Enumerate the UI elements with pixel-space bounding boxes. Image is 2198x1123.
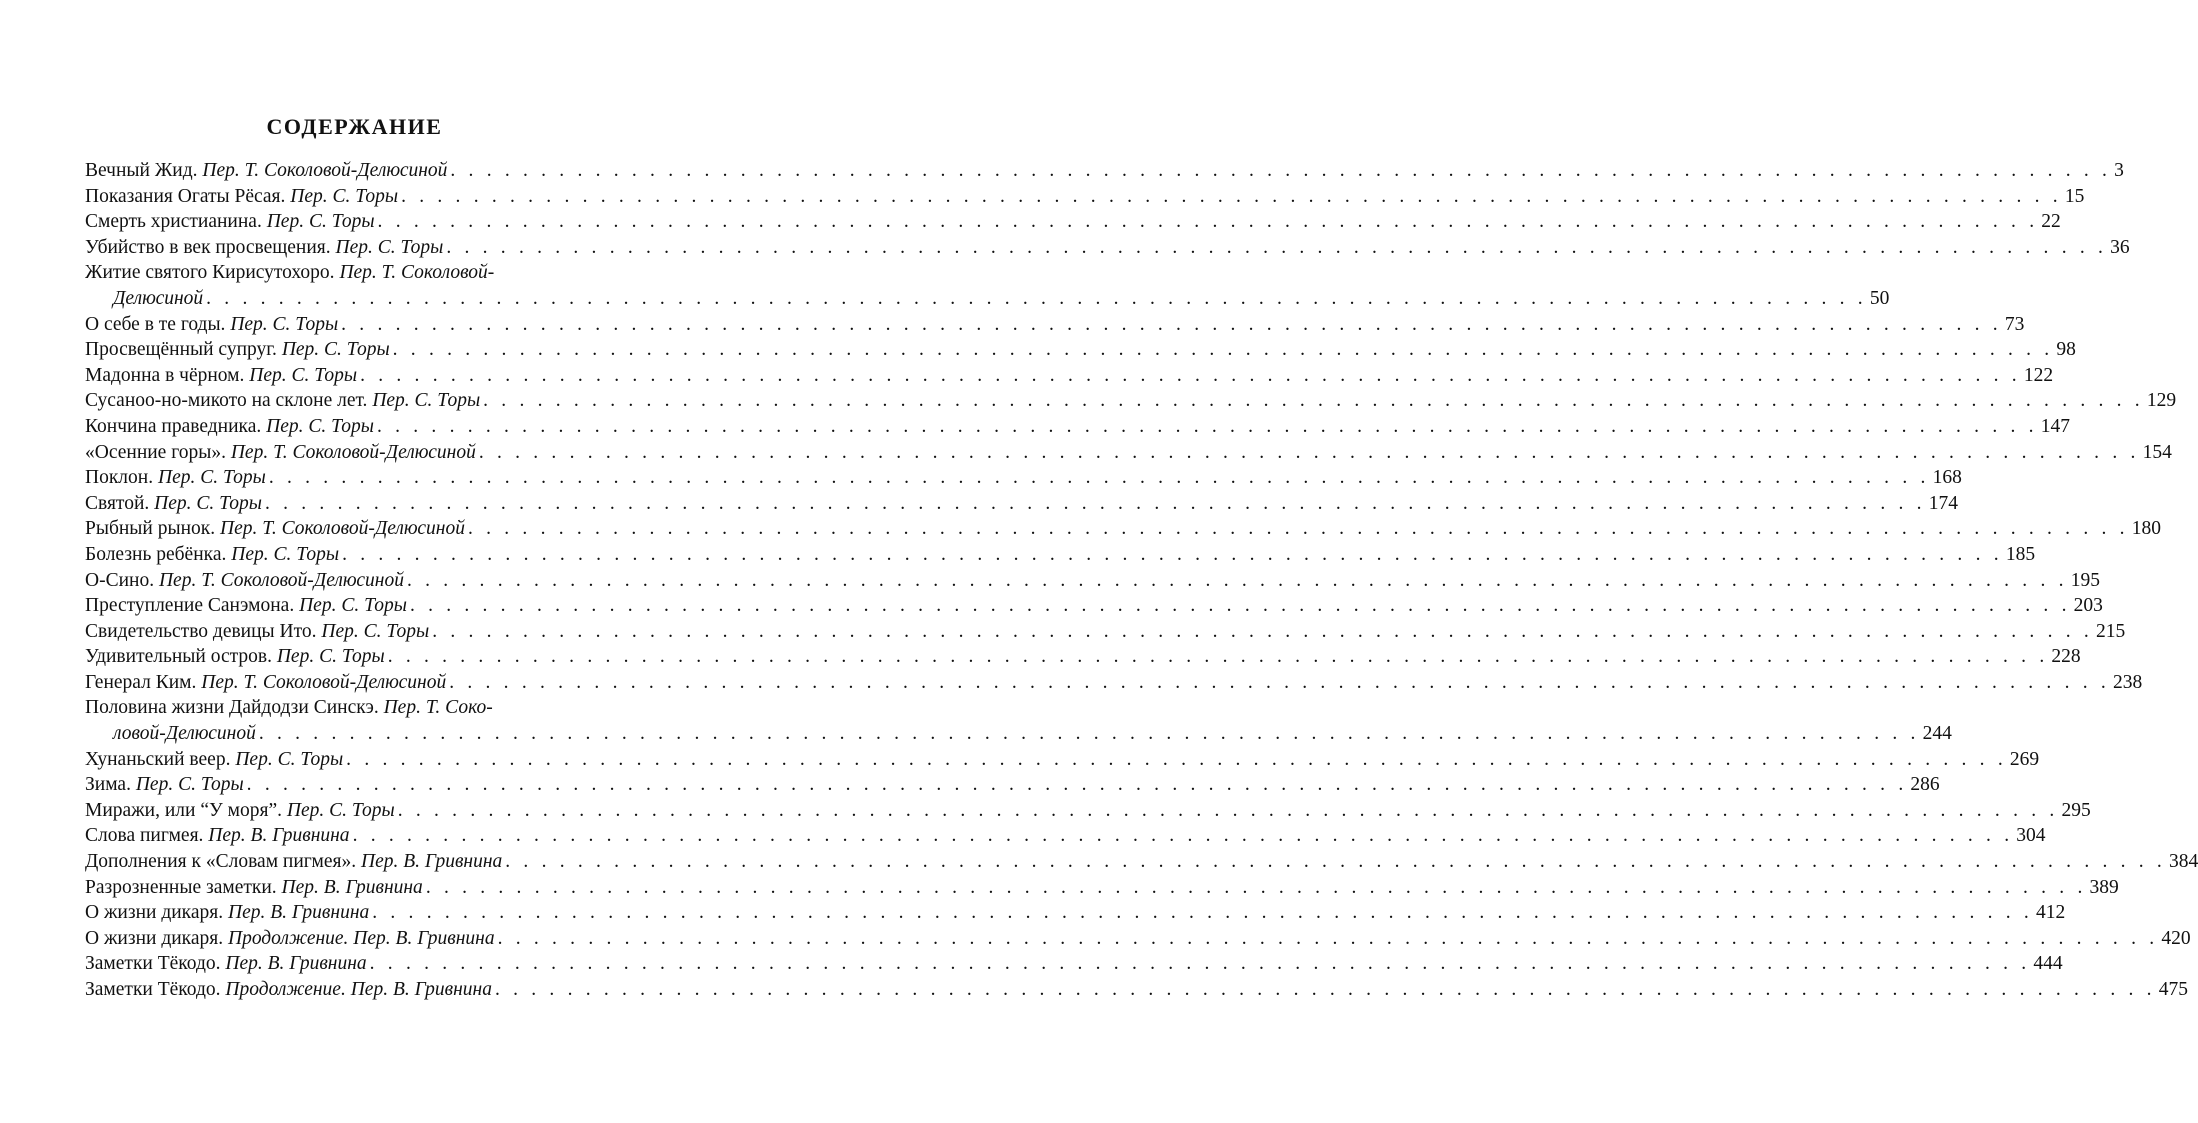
toc-page-number: 238 <box>2112 671 2143 693</box>
toc-entry[interactable] <box>85 772 1940 798</box>
toc-page-number: 36 <box>2110 236 2130 258</box>
toc-entry-title: О жизни дикаря. <box>85 927 224 949</box>
dot-leader <box>342 542 2003 568</box>
toc-page-number: 215 <box>2095 620 2126 642</box>
toc-page-number: 73 <box>2004 313 2025 335</box>
toc-entry-translator: Пер. С. Торы <box>266 415 374 437</box>
toc-entry-title: Поклон. <box>85 467 154 489</box>
page-title: СОДЕРЖАНИЕ <box>266 114 443 139</box>
dot-leader <box>407 568 2068 594</box>
toc-entry-translator: Пер. С. Торы <box>281 339 390 361</box>
toc-page-number: 22 <box>2041 211 2061 233</box>
toc-entry-translator: Пер. С. Торы <box>321 620 430 642</box>
dot-leader <box>393 337 2054 363</box>
toc-entry-translator: Пер. С. Торы <box>231 543 340 565</box>
toc-entry[interactable] <box>85 158 2124 184</box>
toc-entry[interactable] <box>85 593 2103 619</box>
toc-entry-title: Убийство в век просвещения. <box>85 236 331 258</box>
toc-entry-title: Заметки Тёкодо. <box>85 953 221 975</box>
toc-entry[interactable] <box>85 363 2054 389</box>
toc-entry-translator: Пер. С. Торы <box>249 364 358 386</box>
toc-entry-title: Дополнения к «Словам пигмея». <box>85 851 357 873</box>
toc-entry-translator: Пер. Т. Соколовой-Делюсиной <box>202 160 448 181</box>
toc-page-number: 3 <box>2114 160 2124 181</box>
toc-entry-title: Рыбный рынок. <box>85 518 216 540</box>
toc-entry-title: Заметки Тёкодо. <box>85 979 221 1000</box>
dot-leader <box>468 516 2129 542</box>
toc-entry-translator: Пер. С. Торы <box>286 799 395 821</box>
toc-entry[interactable] <box>85 823 2046 849</box>
toc-entry-translator: Пер. В. Гривнина <box>361 851 503 873</box>
toc-page-number: 147 <box>2040 415 2070 437</box>
toc-page-number: 244 <box>1922 723 1952 745</box>
toc-page-number: 129 <box>2146 390 2177 412</box>
toc-page-number: 304 <box>2016 825 2046 847</box>
toc-entry-title: Святой. <box>85 492 150 514</box>
toc-page-number: 50 <box>1869 287 1890 309</box>
toc-entry[interactable] <box>85 516 2161 542</box>
toc-entry[interactable] <box>85 619 2126 645</box>
toc-page-number: 15 <box>2064 185 2085 207</box>
toc-entry-translator: Пер. В. Гривнина <box>208 825 350 847</box>
toc-entry-translator: Пер. Т. Соколовой-Делюсиной <box>201 671 447 693</box>
toc-entry-title: Разрозненные заметки. <box>85 876 277 898</box>
toc-entry-title: Болезнь ребёнка. <box>85 543 227 565</box>
dot-leader <box>495 977 2156 1003</box>
dot-leader <box>372 900 2033 926</box>
toc-entry[interactable] <box>85 542 2036 568</box>
toc-page-number: 180 <box>2131 518 2161 540</box>
dot-leader <box>370 951 2031 977</box>
dot-leader <box>426 875 2087 901</box>
dot-leader <box>432 619 2093 645</box>
toc-entry[interactable] <box>85 440 2172 466</box>
toc-entry-title: Свидетельство девицы Ито. <box>85 620 317 642</box>
dot-leader <box>505 849 2166 875</box>
dot-leader <box>479 440 2140 466</box>
toc-entry-translator: Пер. Т. Соколовой-Делюсиной <box>219 518 465 540</box>
toc-entry-title: Миражи, или “У моря”. <box>85 799 282 821</box>
toc-page-number: 98 <box>2056 339 2076 361</box>
toc-entry-title: Сусаноо-но-микото на склоне лет. <box>85 390 368 412</box>
toc-entry[interactable] <box>85 977 2188 1003</box>
toc-entry[interactable] <box>85 926 2191 952</box>
toc-entry-translator: Пер. Т. Соко- <box>383 697 493 719</box>
dot-leader <box>247 772 1908 798</box>
dot-leader <box>388 644 2049 670</box>
toc-entry-title: Показания Огаты Рёсая. <box>85 185 286 207</box>
toc-page-number: 420 <box>2161 927 2191 949</box>
toc-entry-translator: Пер. С. Торы <box>276 646 385 668</box>
dot-leader <box>498 926 2159 952</box>
toc-entry[interactable] <box>85 875 2119 901</box>
toc-entry[interactable] <box>85 951 2063 977</box>
toc-entry-translator: Пер. В. Гривнина <box>225 953 367 975</box>
toc-entry-translator: Пер. С. Торы <box>266 211 375 233</box>
toc-entry[interactable] <box>85 414 2070 440</box>
toc-page-number: 412 <box>2035 902 2066 924</box>
toc-entry-translator: Продолжение. Пер. В. Гривнина <box>225 979 492 1000</box>
dot-leader <box>346 747 2007 773</box>
toc-page-number: 444 <box>2033 953 2063 975</box>
toc-page-number: 384 <box>2169 851 2198 873</box>
toc-page-number: 389 <box>2089 876 2119 898</box>
dot-leader <box>446 235 2107 261</box>
toc-entry-title: Генерал Ким. <box>85 671 197 693</box>
toc-entry[interactable] <box>85 312 2025 338</box>
toc-entry[interactable] <box>85 670 2143 696</box>
toc-page-number: 269 <box>2009 748 2040 770</box>
toc-entry-title: Вечный Жид. <box>85 160 198 181</box>
toc-entry-translator: Пер. С. Торы <box>335 236 444 258</box>
toc-page-number: 475 <box>2158 979 2188 1000</box>
toc-page-number: 154 <box>2142 441 2172 463</box>
toc-page-number: 185 <box>2005 543 2036 565</box>
dot-leader <box>410 593 2071 619</box>
dot-leader <box>269 465 1930 491</box>
toc-entry-translator: Пер. С. Торы <box>290 185 399 207</box>
toc-entry-title: Кончина праведника. <box>85 415 262 437</box>
toc-entry-title: Преступление Санэмона. <box>85 595 295 617</box>
toc-entry[interactable] <box>85 747 2040 773</box>
dot-leader <box>360 363 2021 389</box>
toc-entry-translator: Пер. С. Торы <box>372 390 481 412</box>
toc-entry-translator: Пер. С. Торы <box>230 313 339 335</box>
dot-leader <box>483 388 2144 414</box>
toc-entry[interactable] <box>85 900 2066 926</box>
toc-page-number: 228 <box>2051 646 2081 668</box>
toc-entry[interactable] <box>85 695 1952 746</box>
toc-entry[interactable] <box>85 798 2091 824</box>
dot-leader <box>259 721 1920 747</box>
toc-entry-title: Смерть христианина. <box>85 211 262 233</box>
toc-entry-title: Слова пигмея. <box>85 825 204 847</box>
toc-entry-title: Половина жизни Дайдодзи Синскэ. <box>85 697 379 719</box>
toc-entry-title: О жизни дикаря. <box>85 902 224 924</box>
toc-entry[interactable] <box>85 184 2085 210</box>
dot-leader <box>401 184 2062 210</box>
toc-entry-translator: Пер. С. Торы <box>135 774 244 796</box>
toc-entry-title: «Осенние горы». <box>85 441 226 463</box>
dot-leader <box>450 158 2111 184</box>
toc-entry-title: Зима. <box>85 774 131 796</box>
table-of-contents <box>85 158 2198 1003</box>
toc-page-number: 286 <box>1910 774 1940 796</box>
toc-entry[interactable] <box>85 644 2081 670</box>
toc-entry-translator-continuation: ловой-Делюсиной <box>113 723 256 745</box>
dot-leader <box>449 670 2110 696</box>
toc-entry-title: О себе в те годы. <box>85 313 226 335</box>
dot-leader <box>398 798 2059 824</box>
toc-entry-translator: Продолжение. Пер. В. Гривнина <box>227 927 495 949</box>
toc-entry[interactable] <box>85 337 2076 363</box>
toc-page-number: 295 <box>2061 799 2091 821</box>
toc-entry[interactable] <box>85 465 1962 491</box>
toc-page-number: 195 <box>2070 569 2100 591</box>
toc-page-number: 168 <box>1932 467 1962 489</box>
toc-entry-translator: Пер. С. Торы <box>154 492 262 514</box>
toc-entry-translator: Пер. С. Торы <box>235 748 344 770</box>
toc-entry-translator: Пер. С. Торы <box>299 595 407 617</box>
toc-entry-title: Удивительный остров. <box>85 646 272 668</box>
dot-leader <box>353 823 2014 849</box>
toc-entry-translator: Пер. Т. Соколовой-Делюсиной <box>230 441 476 463</box>
toc-entry-translator: Пер. Т. Соколовой-Делюсиной <box>158 569 404 591</box>
toc-entry-translator: Пер. С. Торы <box>157 467 266 489</box>
toc-entry-title: Хунаньский веер. <box>85 748 231 770</box>
toc-entry-translator: Пер. В. Гривнина <box>281 876 423 898</box>
toc-entry-translator: Пер. В. Гривнина <box>227 902 370 924</box>
dot-leader <box>265 491 1926 517</box>
toc-entry[interactable] <box>85 235 2130 261</box>
toc-entry[interactable] <box>85 849 2198 875</box>
toc-entry[interactable] <box>85 491 1958 517</box>
toc-page-number: 122 <box>2023 364 2054 386</box>
toc-entry[interactable] <box>85 388 2177 414</box>
toc-page-number: 174 <box>1928 492 1958 514</box>
dot-leader <box>206 286 1867 312</box>
toc-entry-translator-continuation: Делюсиной <box>113 287 204 309</box>
toc-entry[interactable] <box>85 568 2100 594</box>
toc-entry[interactable] <box>85 209 2061 235</box>
toc-page-number: 203 <box>2073 595 2103 617</box>
toc-entry-title: Житие святого Кирисутохоро. <box>85 262 335 284</box>
dot-leader <box>377 414 2038 440</box>
dot-leader <box>378 209 2039 235</box>
toc-entry-translator: Пер. Т. Соколовой- <box>339 262 495 284</box>
toc-entry-title: Мадонна в чёрном. <box>85 364 245 386</box>
toc-entry-title: Просвещённый супруг. <box>85 339 277 361</box>
toc-entry-title: О-Сино. <box>85 569 155 591</box>
dot-leader <box>341 312 2002 338</box>
toc-entry[interactable] <box>85 260 1890 311</box>
